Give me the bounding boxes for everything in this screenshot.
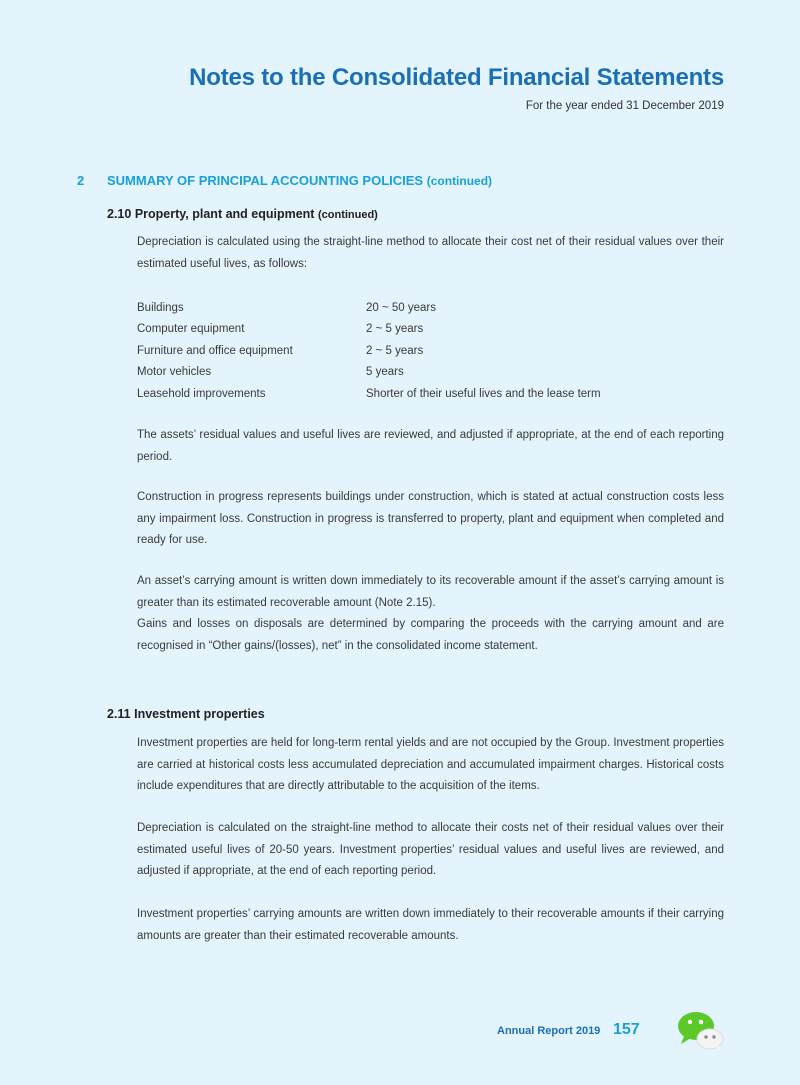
useful-lives-table (137, 297, 601, 405)
investment-depreciation-paragraph: Depreciation is calculated on the straight-line method to allocate their costs net of their residual values over their estimated useful lives of 20-50 years. Investment properties’ residual values and useful lives are reviewed, and adjusted if appropriate, at the end of each reporting period. (137, 822, 724, 877)
asset-life: 2 ~ 5 years (366, 344, 424, 357)
residual-values-paragraph: The assets’ residual values and useful lives are reviewed, and adjusted if appropriate, at the end of each reporting period. (137, 429, 724, 463)
table-row (137, 340, 601, 362)
asset-name: Computer equipment (137, 323, 245, 336)
section-title: SUMMARY OF PRINCIPAL ACCOUNTING POLICIES (107, 173, 424, 188)
subsection-number: 2.10 (107, 207, 132, 221)
table-row (137, 362, 601, 384)
section-heading (77, 173, 492, 188)
subsection-title: Investment properties (134, 707, 265, 721)
construction-in-progress-paragraph: Construction in progress represents buildings under construction, which is stated at actual construction costs less any impairment loss. Construction in progress is transferred to property, plant and equipment when completed and ready for use. (137, 491, 724, 546)
table-row (137, 383, 601, 405)
section-continued: (continued) (426, 174, 493, 188)
subsection-heading-2-11 (107, 707, 265, 721)
depreciation-intro-paragraph: Depreciation is calculated using the straight-line method to allocate their cost net of their residual values over their estimated useful lives, as follows: (137, 236, 724, 270)
asset-life: 2 ~ 5 years (366, 323, 424, 336)
investment-properties-paragraph: Investment properties are held for long-term rental yields and are not occupied by the Group. Investment properties are carried at historical costs less accumulated depreciation and accumulated impairment charges. Historical costs include expenditures that are directly attributable to the acquisition of the items. (137, 737, 724, 792)
asset-name: Leasehold improvements (137, 387, 266, 400)
page-subtitle: For the year ended 31 December 2019 (525, 100, 724, 112)
subsection-title: Property, plant and equipment (134, 207, 315, 221)
asset-life: 20 ~ 50 years (366, 301, 437, 314)
table-row (137, 319, 601, 341)
asset-name: Buildings (137, 301, 184, 314)
wechat-icon (676, 1010, 724, 1052)
gains-losses-paragraph: Gains and losses on disposals are determined by comparing the proceeds with the carrying amount and are recognised in “Other gains/(losses), net” in the consolidated income statement. (137, 618, 724, 652)
subsection-heading-2-10 (107, 207, 378, 221)
table-row (137, 297, 601, 319)
asset-life: Shorter of their useful lives and the lease term (366, 387, 601, 400)
subsection-continued: (continued) (317, 209, 378, 221)
carrying-amount-paragraph: An asset’s carrying amount is written down immediately to its recoverable amount if the asset’s carrying amount is greater than its estimated recoverable amount (Note 2.15). (137, 575, 724, 609)
asset-name: Motor vehicles (137, 366, 212, 379)
footer-report-title: Annual Report 2019 (497, 1025, 601, 1037)
page-title: Notes to the Consolidated Financial Statements (189, 64, 724, 91)
asset-name: Furniture and office equipment (137, 344, 293, 357)
asset-life: 5 years (366, 366, 404, 379)
subsection-number: 2.11 (107, 707, 131, 721)
investment-carrying-amount-paragraph: Investment properties’ carrying amounts are written down immediately to their recoverable amounts if their carrying amounts are greater than their estimated recoverable amounts. (137, 908, 724, 942)
section-number: 2 (77, 173, 85, 188)
page-number: 157 (613, 1021, 640, 1038)
